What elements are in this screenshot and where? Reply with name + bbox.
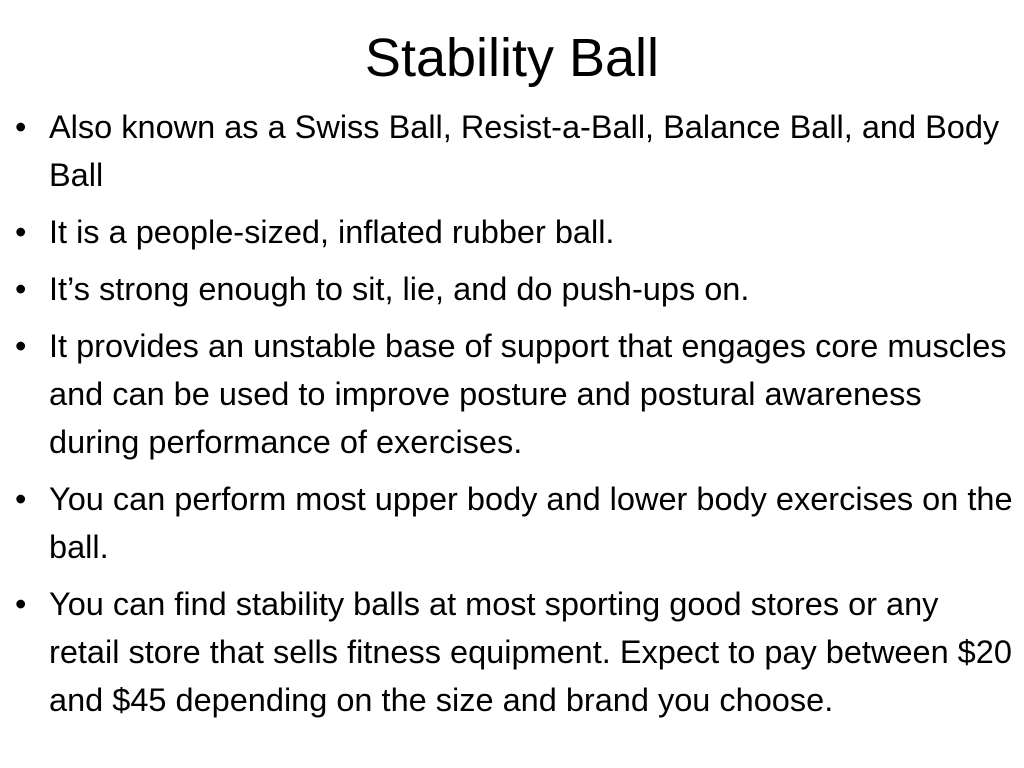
bullet-marker: • <box>15 586 27 622</box>
bullet-item-aliases <box>0 103 1024 199</box>
bullet-text: You can perform most upper body and lower body exercises on the ball. <box>49 481 1013 565</box>
bullet-text: It’s strong enough to sit, lie, and do push-ups on. <box>49 271 750 307</box>
slide-title: Stability Ball <box>364 28 660 88</box>
bullet-marker: • <box>15 328 27 364</box>
bullet-item-description <box>0 208 1024 256</box>
bullet-marker: • <box>15 481 27 517</box>
bullet-item-strength <box>0 265 1024 313</box>
bullet-text: It provides an unstable base of support that engages core muscles and can be used to improve posture and postural awareness during performance of exercises. <box>49 328 1007 460</box>
bullet-item-exercises <box>0 475 1024 571</box>
bullet-text: It is a people-sized, inflated rubber ball. <box>49 214 615 250</box>
bullet-item-benefits <box>0 322 1024 466</box>
bullet-list <box>0 103 1024 733</box>
bullet-marker: • <box>15 214 27 250</box>
bullet-item-where-to-buy <box>0 580 1024 724</box>
bullet-text: You can find stability balls at most sporting good stores or any retail store that sells fitness equipment. Expect to pay between $20 and $45 depending on the size and brand you choose. <box>49 586 1012 718</box>
bullet-text: Also known as a Swiss Ball, Resist-a-Ball, Balance Ball, and Body Ball <box>49 109 1000 193</box>
bullet-marker: • <box>15 109 27 145</box>
bullet-marker: • <box>15 271 27 307</box>
